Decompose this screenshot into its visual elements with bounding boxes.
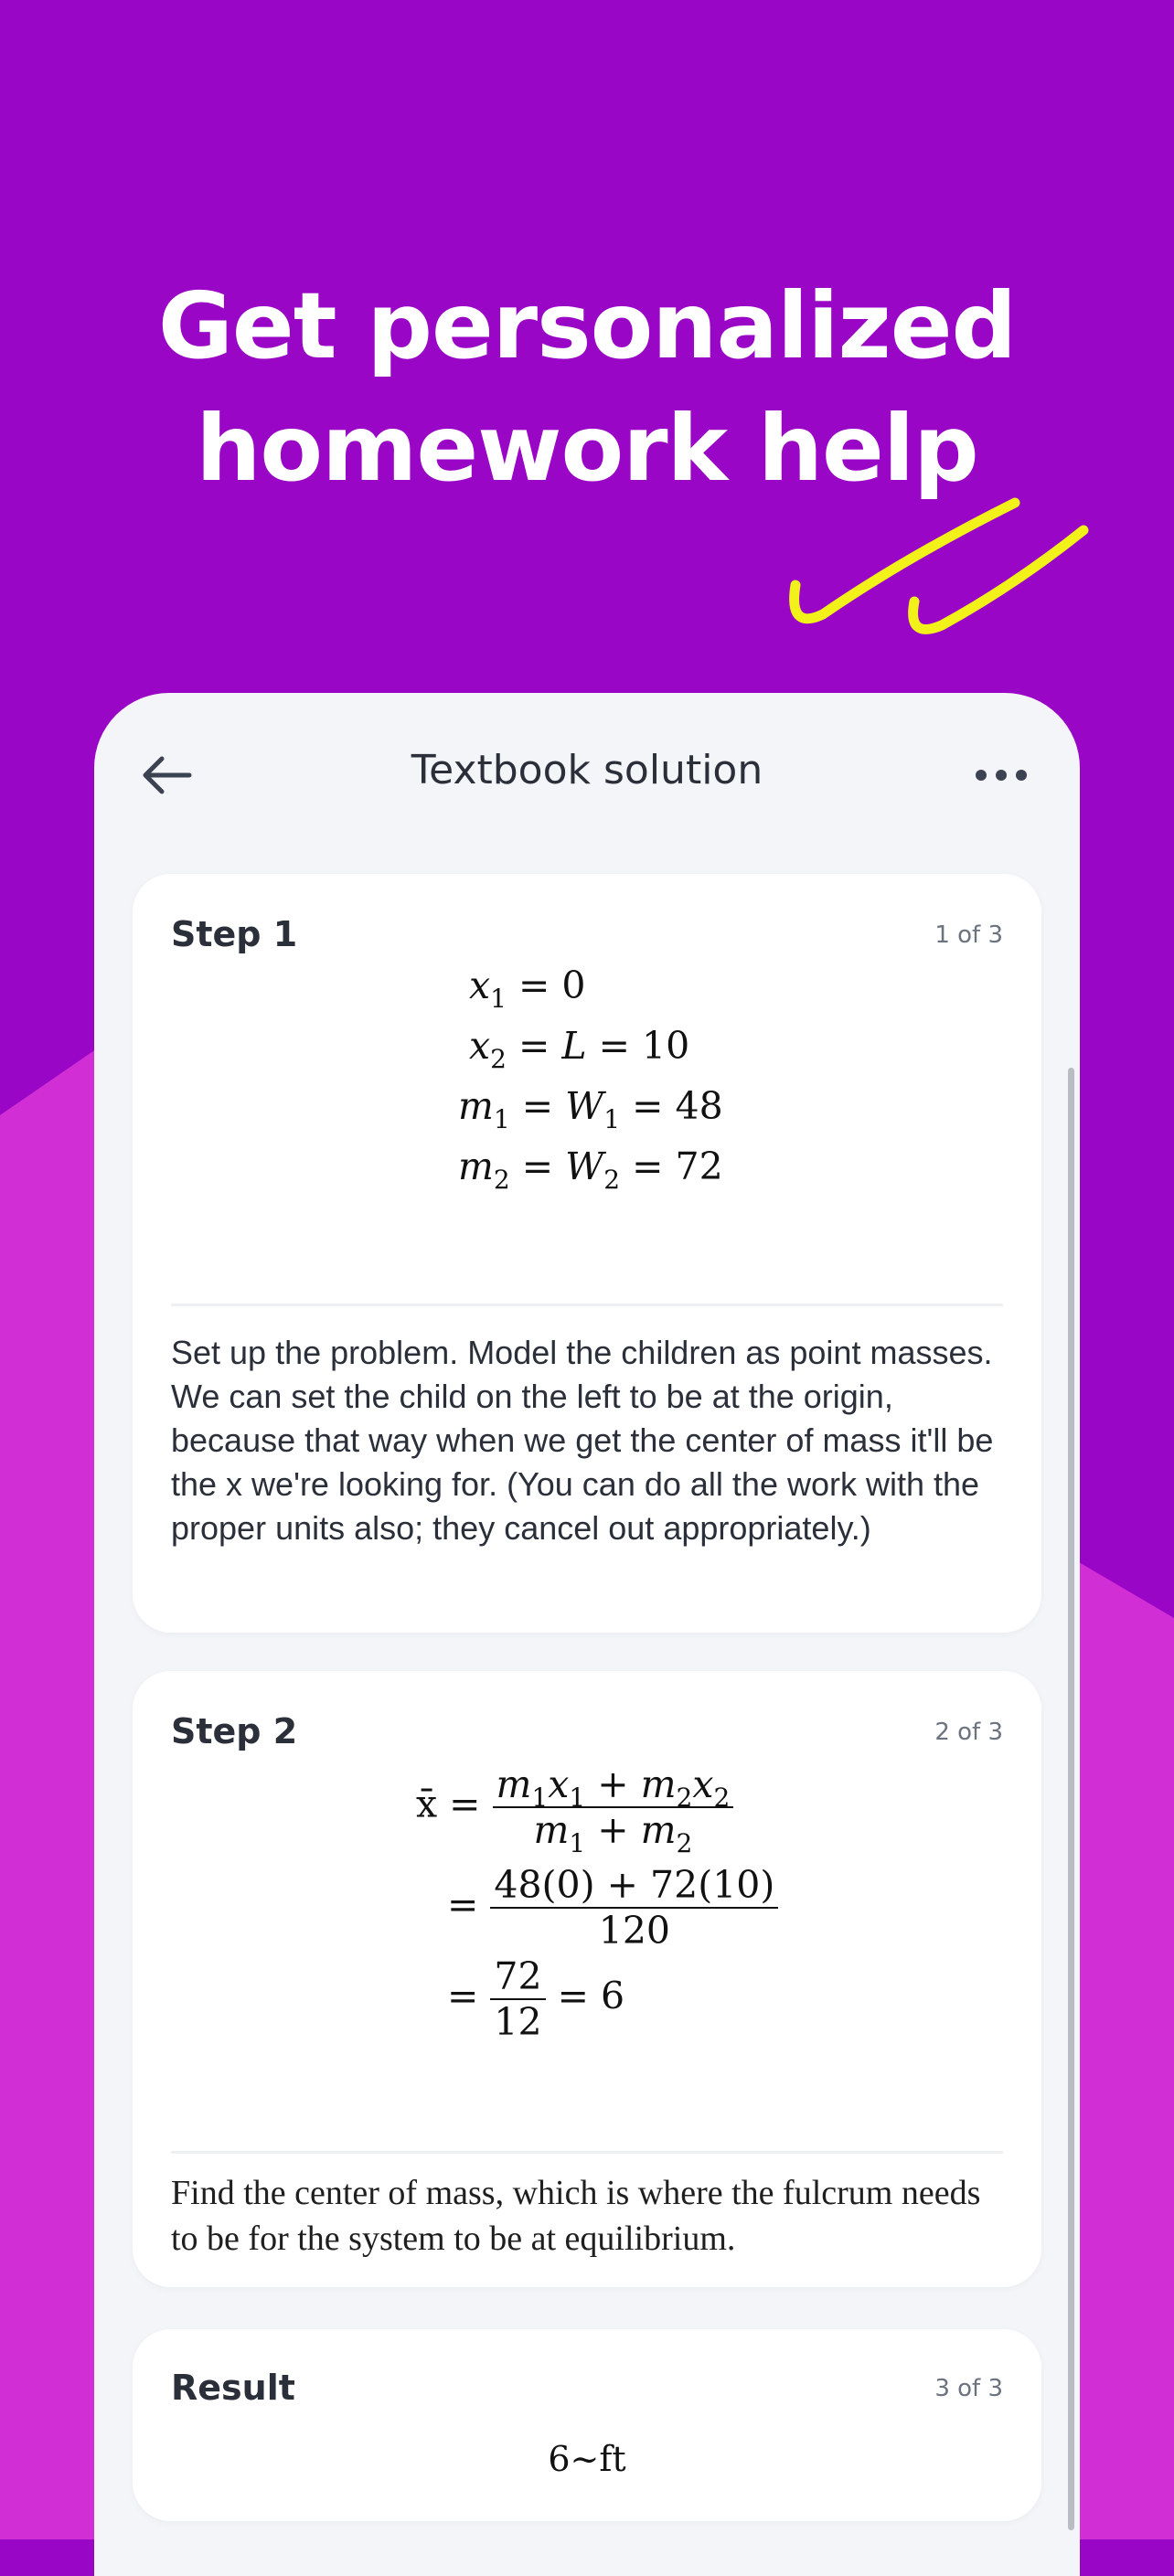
more-horizontal-icon[interactable] [974, 766, 1029, 784]
step-explanation: Set up the problem. Model the children as point masses. We can set the child on the left to be at the origin, because that way when we get the center of mass it'll be the x we're looking for. (You can do all the work with the proper units also; they cancel out appropriately.) [171, 1334, 994, 1547]
fraction: $\frac{72}{12}$ [490, 1954, 545, 2044]
equation-m1: $m_1 = W_1 = 48$ [458, 1084, 723, 1134]
phone-screen [94, 693, 1080, 2576]
step-label: Step 2 [171, 1711, 298, 1751]
step-card-2 [133, 1671, 1041, 2287]
checkmark-scribble-icon [0, 0, 1174, 695]
equation-xbar: x̄ = $\frac{m_1x_1 + m_2x_2}{m_1 + m_2}$ [416, 1762, 733, 1852]
divider [171, 2151, 1003, 2154]
top-bar [94, 693, 1080, 867]
fraction: $\frac{48(0) + 72(10)}{120}$ [490, 1863, 778, 1953]
step-count: 2 of 3 [934, 1719, 1003, 1746]
headline-line-1: Get personalized [157, 272, 1017, 379]
step-explanation: Find the center of mass, which is where the fulcrum needs to be for the system to be at equilibrium. [171, 2174, 981, 2258]
equation-result: = $\frac{72}{12}$ = 6 [447, 1954, 625, 2044]
step-count: 3 of 3 [934, 2375, 1003, 2402]
result-value: 6~ft [548, 2439, 626, 2479]
step-label: Step 1 [171, 914, 298, 954]
divider [171, 1304, 1003, 1306]
result-card [133, 2329, 1041, 2521]
page-title: Textbook solution [411, 747, 763, 793]
equation-x1: $x_1 = 0$ [469, 963, 586, 1014]
fraction: $\frac{m_1x_1 + m_2x_2}{m_1 + m_2}$ [493, 1762, 734, 1852]
headline-line-2: homework help [196, 395, 978, 502]
equation-x2: $x_2 = L = 10$ [469, 1024, 690, 1074]
result-label: Result [171, 2368, 295, 2408]
scrollbar[interactable] [1068, 1068, 1074, 2530]
equation-substitution: = $\frac{48(0) + 72(10)}{120}$ [447, 1863, 778, 1953]
step-card-1 [133, 874, 1041, 1633]
step-count: 1 of 3 [934, 921, 1003, 949]
equation-lhs: x̄ [416, 1782, 438, 1826]
equation-m2: $m_2 = W_2 = 72$ [458, 1144, 723, 1195]
